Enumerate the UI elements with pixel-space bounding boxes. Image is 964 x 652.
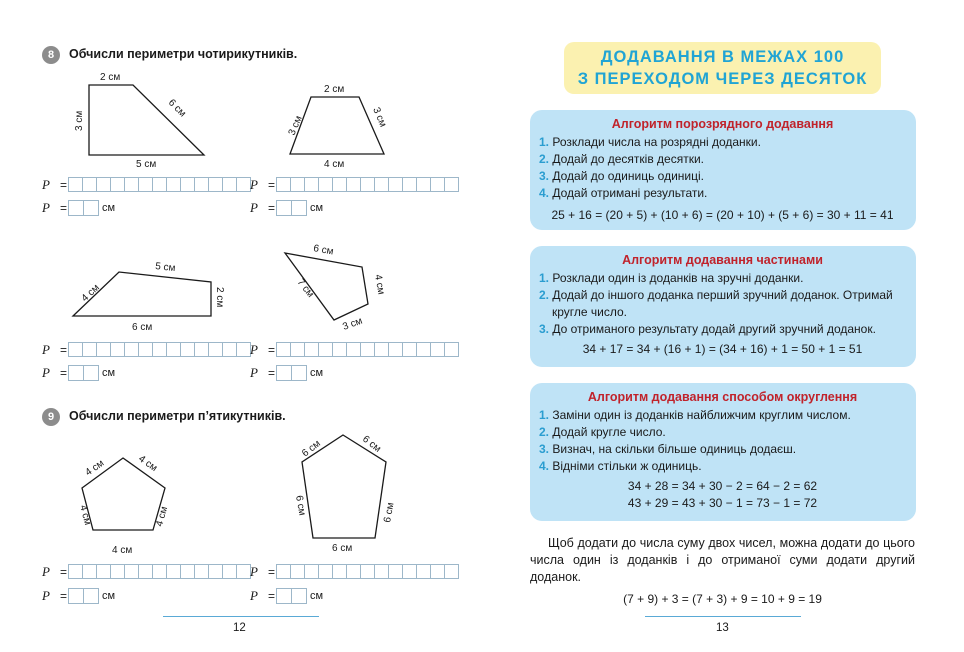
answer-cell[interactable]: [444, 564, 459, 579]
answer-cell[interactable]: [194, 342, 209, 357]
figure-pentagon-small: [70, 446, 185, 558]
answer-row-2b: [250, 200, 323, 215]
answer-cell[interactable]: [318, 342, 333, 357]
equals-sign: =: [268, 177, 276, 192]
task-9-number: 9: [42, 408, 60, 426]
answer-cell[interactable]: [124, 342, 139, 357]
answer-cell[interactable]: [416, 564, 431, 579]
answer-cell[interactable]: [222, 564, 237, 579]
label-left: 3 см: [74, 110, 85, 131]
answer-cell[interactable]: [222, 177, 237, 192]
answer-cell[interactable]: [402, 564, 417, 579]
algorithm-step: 3. До отриманого результату додай другий зручний доданок.: [539, 322, 876, 336]
answer-cell[interactable]: [68, 200, 84, 216]
answer-cell[interactable]: [332, 564, 347, 579]
answer-cell[interactable]: [110, 564, 125, 579]
perimeter-label: P: [250, 199, 258, 215]
answer-cell[interactable]: [138, 564, 153, 579]
answer-row-5a: [42, 564, 250, 579]
algorithm-title: Алгоритм порозрядного додавання: [611, 117, 834, 131]
answer-cell[interactable]: [194, 564, 209, 579]
label-bottom: 6 см: [332, 543, 353, 554]
answer-row-2a: [250, 177, 458, 192]
answer-cell[interactable]: [236, 342, 251, 357]
answer-cell[interactable]: [96, 564, 111, 579]
equals-sign: =: [268, 365, 276, 380]
answer-cell[interactable]: [68, 177, 83, 192]
answer-cell[interactable]: [180, 342, 195, 357]
answer-cell[interactable]: [152, 177, 167, 192]
answer-row-1a: [42, 177, 250, 192]
label-bottom: 4 см: [324, 159, 345, 170]
answer-cells[interactable]: [276, 177, 458, 192]
task-9-title: Обчисли периметри п’ятикутників.: [69, 409, 286, 423]
answer-cell[interactable]: [194, 177, 209, 192]
perimeter-label: P: [42, 587, 50, 603]
algorithm-box-parts: [530, 246, 916, 367]
answer-cell[interactable]: [276, 200, 292, 216]
answer-cells[interactable]: [68, 200, 98, 216]
answer-cell[interactable]: [346, 342, 361, 357]
algorithm-step: 3. Додай до одиниць одиниці.: [539, 169, 704, 183]
algorithm-step: 3. Визнач, на скільки більше одиниць додаєш.: [539, 442, 797, 456]
answer-cell[interactable]: [138, 177, 153, 192]
answer-cell[interactable]: [388, 564, 403, 579]
equals-sign: =: [60, 588, 68, 603]
answer-cells[interactable]: [276, 200, 306, 216]
answer-cell[interactable]: [208, 177, 223, 192]
answer-row-4b: [250, 365, 323, 380]
answer-cell[interactable]: [416, 342, 431, 357]
perimeter-label: P: [250, 176, 258, 192]
answer-cell[interactable]: [430, 177, 445, 192]
answer-cell[interactable]: [360, 177, 375, 192]
label-right: 3 см: [370, 105, 389, 129]
algorithm-box-rounding: [530, 383, 916, 521]
perimeter-label: P: [42, 199, 50, 215]
answer-cell[interactable]: [180, 564, 195, 579]
answer-cell[interactable]: [138, 342, 153, 357]
algorithm-title: Алгоритм додавання частинами: [622, 253, 823, 267]
label-right: 2 см: [214, 287, 225, 308]
answer-cell[interactable]: [124, 177, 139, 192]
answer-cells[interactable]: [276, 564, 458, 579]
algorithm-title: Алгоритм додавання способом округлення: [587, 390, 858, 404]
answer-cell[interactable]: [83, 365, 99, 381]
answer-cell[interactable]: [222, 342, 237, 357]
rule-paragraph: Щоб додати до числа суму двох чисел, можна додати до цього числа один із доданків і до отриманої суми додати другий доданок.: [530, 536, 915, 584]
answer-cell[interactable]: [388, 342, 403, 357]
answer-cells[interactable]: [276, 365, 306, 381]
answer-cell[interactable]: [276, 588, 292, 604]
answer-cell[interactable]: [152, 342, 167, 357]
answer-cell[interactable]: [208, 342, 223, 357]
answer-cell[interactable]: [82, 177, 97, 192]
answer-cell[interactable]: [374, 342, 389, 357]
label-top: 2 см: [100, 72, 121, 83]
answer-cells[interactable]: [68, 365, 98, 381]
algorithm-step: 1. Заміни один із доданків найближчим круглим числом.: [539, 408, 851, 422]
label-bottom: 5 см: [136, 159, 157, 170]
label-top: 2 см: [324, 84, 345, 95]
answer-cell[interactable]: [304, 564, 319, 579]
label-upper-right: 4 см: [136, 453, 160, 475]
answer-cell[interactable]: [68, 342, 83, 357]
answer-cell[interactable]: [304, 177, 319, 192]
answer-row-5b: [42, 588, 115, 603]
perimeter-label: P: [250, 341, 258, 357]
unit-label: см: [310, 201, 324, 214]
answer-cells[interactable]: [68, 177, 250, 192]
label-right: 4 см: [154, 505, 171, 528]
answer-cell[interactable]: [332, 177, 347, 192]
answer-cell[interactable]: [166, 564, 181, 579]
answer-cell[interactable]: [444, 342, 459, 357]
answer-cell[interactable]: [68, 365, 84, 381]
answer-cell[interactable]: [430, 564, 445, 579]
label-left: 4 см: [79, 282, 102, 305]
page-12-line: [163, 616, 319, 617]
page-number-13: 13: [716, 622, 729, 634]
perimeter-label: P: [42, 364, 50, 380]
algorithm-step: 1. Розклади один із доданків на зручні доданки.: [539, 271, 804, 285]
answer-cells[interactable]: [68, 564, 250, 579]
answer-cell[interactable]: [236, 564, 251, 579]
answer-cell[interactable]: [236, 177, 251, 192]
answer-cell[interactable]: [374, 564, 389, 579]
answer-cell[interactable]: [291, 365, 307, 381]
answer-cell[interactable]: [96, 177, 111, 192]
answer-cell[interactable]: [402, 342, 417, 357]
label-left: 3 см: [286, 114, 305, 138]
answer-cells[interactable]: [276, 588, 306, 604]
label-upper-left: 6 см: [300, 438, 323, 460]
answer-cell[interactable]: [290, 564, 305, 579]
answer-cell[interactable]: [166, 177, 181, 192]
figure-quad-tilted: [270, 242, 400, 338]
unit-label: см: [310, 366, 324, 379]
perimeter-label: P: [42, 563, 50, 579]
answer-row-6a: [250, 564, 458, 579]
label-right: 4 см: [372, 273, 387, 296]
answer-cell[interactable]: [83, 588, 99, 604]
answer-cell[interactable]: [416, 177, 431, 192]
figure-quad-wide: [60, 256, 230, 336]
label-bottom: 4 см: [112, 545, 133, 556]
answer-cell[interactable]: [360, 342, 375, 357]
label-right: 6 см: [382, 501, 397, 524]
perimeter-label: P: [250, 563, 258, 579]
answer-cell[interactable]: [124, 564, 139, 579]
equals-sign: =: [268, 200, 276, 215]
answer-cell[interactable]: [276, 177, 291, 192]
answer-cell[interactable]: [276, 365, 292, 381]
answer-cell[interactable]: [360, 564, 375, 579]
algorithm-step: 2. Додай кругле число.: [539, 425, 666, 439]
answer-row-3b: [42, 365, 115, 380]
label-top: 5 см: [154, 261, 176, 275]
figure-pentagon-large: [280, 426, 405, 558]
algorithm-step: 4. Додай отримані результати.: [539, 186, 708, 200]
unit-label: см: [102, 366, 116, 379]
answer-cell[interactable]: [291, 200, 307, 216]
answer-cell[interactable]: [430, 342, 445, 357]
answer-cell[interactable]: [346, 177, 361, 192]
equals-sign: =: [60, 200, 68, 215]
answer-cell[interactable]: [346, 564, 361, 579]
task-8-number: 8: [42, 46, 60, 64]
label-left: 7 см: [294, 277, 316, 300]
topic-title-line2: З ПЕРЕХОДОМ ЧЕРЕЗ ДЕСЯТОК: [577, 70, 868, 88]
answer-cell[interactable]: [82, 564, 97, 579]
answer-cell[interactable]: [318, 564, 333, 579]
label-bottom: 3 см: [341, 315, 365, 333]
answer-cell[interactable]: [402, 177, 417, 192]
answer-cell[interactable]: [152, 564, 167, 579]
label-left: 6 см: [293, 494, 308, 517]
answer-cell[interactable]: [110, 177, 125, 192]
equals-sign: =: [60, 177, 68, 192]
unit-label: см: [102, 201, 116, 214]
answer-cell[interactable]: [332, 342, 347, 357]
answer-cell[interactable]: [82, 342, 97, 357]
label-bottom: 6 см: [132, 322, 153, 333]
algorithm-box-place-value: [530, 110, 916, 230]
algorithm-example: 43 + 29 = 43 + 30 − 1 = 73 − 1 = 72: [627, 496, 818, 510]
answer-cell[interactable]: [208, 564, 223, 579]
answer-cell[interactable]: [180, 177, 195, 192]
page-13-line: [645, 616, 801, 617]
label-slant: 6 см: [165, 97, 188, 120]
answer-cell[interactable]: [388, 177, 403, 192]
unit-label: см: [310, 589, 324, 602]
page-number-12: 12: [233, 622, 246, 634]
answer-cell[interactable]: [276, 564, 291, 579]
figure-isosceles-trapezoid: [270, 76, 400, 172]
algorithm-step: 2. Додай до десятків десятки.: [539, 152, 705, 166]
rule-example-equation: (7 + 9) + 3 = (7 + 3) + 9 = 10 + 9 = 19: [623, 592, 822, 606]
answer-cell[interactable]: [291, 588, 307, 604]
answer-cell[interactable]: [83, 200, 99, 216]
answer-row-3a: [42, 342, 250, 357]
equals-sign: =: [60, 342, 68, 357]
label-left: 4 см: [77, 503, 93, 527]
answer-cells[interactable]: [68, 588, 98, 604]
answer-cells[interactable]: [68, 342, 250, 357]
label-top: 6 см: [312, 243, 335, 258]
algorithm-step: 2. Додай до іншого доданка перший зручний доданок. Отримай кругле число.: [539, 288, 893, 319]
answer-cell[interactable]: [374, 177, 389, 192]
algorithm-step: 1. Розклади числа на розрядні доданки.: [539, 135, 761, 149]
equals-sign: =: [60, 564, 68, 579]
answer-cell[interactable]: [96, 342, 111, 357]
label-upper-left: 4 см: [83, 457, 107, 479]
algorithm-example: 34 + 28 = 34 + 30 − 2 = 64 − 2 = 62: [627, 479, 818, 493]
answer-cells[interactable]: [276, 342, 458, 357]
perimeter-label: P: [42, 176, 50, 192]
answer-cell[interactable]: [290, 177, 305, 192]
algorithm-example: 34 + 17 = 34 + (16 + 1) = (34 + 16) + 1 = 50 + 1 = 51: [582, 342, 863, 356]
perimeter-label: P: [250, 364, 258, 380]
answer-cell[interactable]: [290, 342, 305, 357]
unit-label: см: [102, 589, 116, 602]
topic-title-line1: ДОДАВАННЯ В МЕЖАХ 100: [600, 48, 845, 66]
topic-title: [564, 42, 881, 94]
figure-right-trapezoid: [60, 66, 220, 172]
equals-sign: =: [268, 342, 276, 357]
perimeter-label: P: [42, 341, 50, 357]
equals-sign: =: [60, 365, 68, 380]
answer-cell[interactable]: [444, 177, 459, 192]
answer-cell[interactable]: [166, 342, 181, 357]
answer-cell[interactable]: [68, 588, 84, 604]
answer-cell[interactable]: [304, 342, 319, 357]
perimeter-label: P: [250, 587, 258, 603]
answer-cell[interactable]: [110, 342, 125, 357]
answer-row-1b: [42, 200, 115, 215]
answer-row-6b: [250, 588, 323, 603]
equals-sign: =: [268, 588, 276, 603]
answer-row-4a: [250, 342, 458, 357]
algorithm-example: 25 + 16 = (20 + 5) + (10 + 6) = (20 + 10) + (5 + 6) = 30 + 11 = 41: [551, 208, 894, 222]
answer-cell[interactable]: [318, 177, 333, 192]
equals-sign: =: [268, 564, 276, 579]
label-upper-right: 6 см: [360, 433, 383, 455]
answer-cell[interactable]: [276, 342, 291, 357]
task-8-title: Обчисли периметри чотирикутників.: [69, 47, 298, 61]
answer-cell[interactable]: [68, 564, 83, 579]
algorithm-step: 4. Відніми стільки ж одиниць.: [539, 459, 702, 473]
